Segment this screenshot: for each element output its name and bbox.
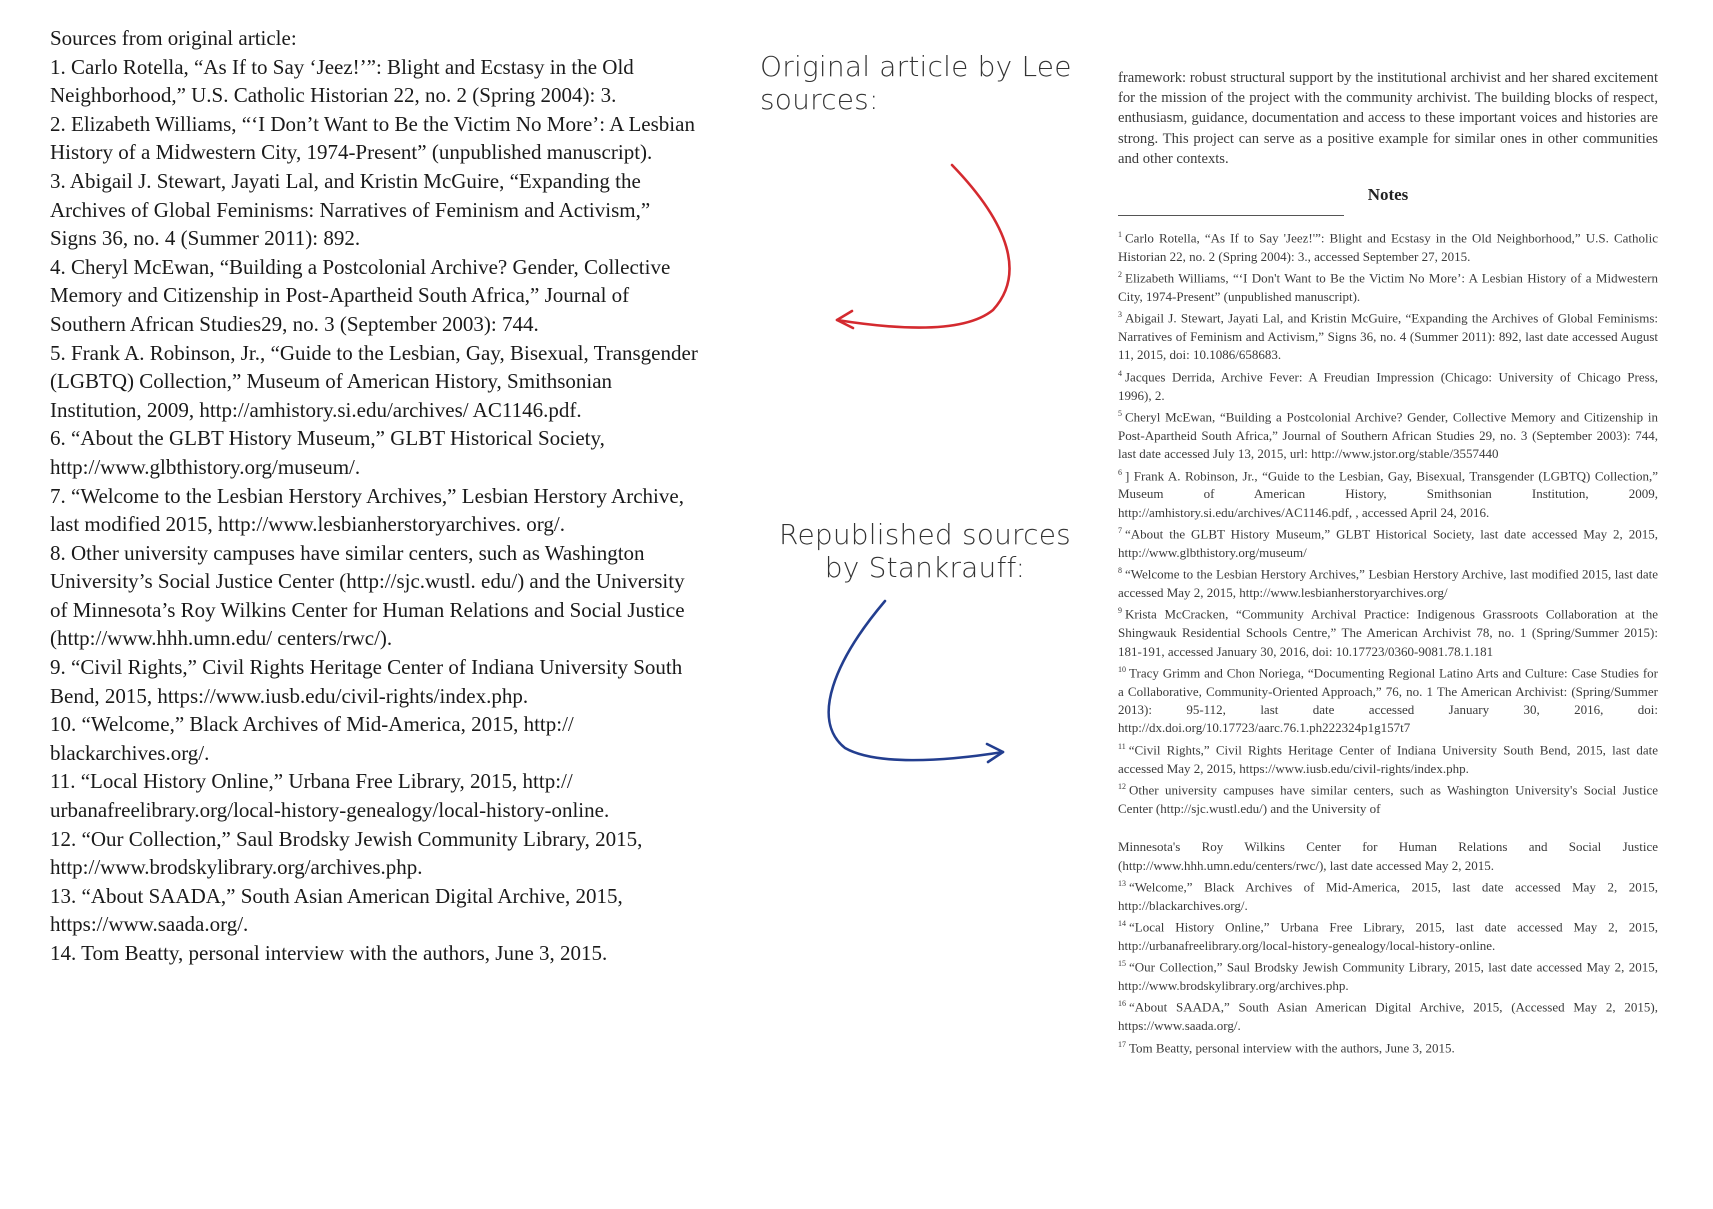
note-text: “Our Collection,” Saul Brodsky Jewish Community Library, 2015, last date accessed May 2, 2015, http://www.brodskylibrary.org/archives.php. xyxy=(1118,959,1658,993)
source-item: 13. “About SAADA,” South Asian American Digital Archive, 2015, https://www.saada.org/. xyxy=(50,883,623,937)
note-item xyxy=(1118,522,1658,562)
note-item xyxy=(1118,955,1658,995)
note-item xyxy=(1118,1036,1658,1058)
blue-arrow-icon xyxy=(829,601,1003,762)
note-number: 1 xyxy=(1118,230,1122,240)
red-arrow-icon xyxy=(837,165,1010,328)
original-sources-list xyxy=(50,24,702,968)
source-item: 8. Other university campuses have similar centers, such as Washington University’s Social Justice Center (http://sjc.wustl. edu/) and the University of Minnesota’s Roy Wilkins Center for Human Relations and Social Justice (http://www.hhh.umn.edu/ centers/rwc/). xyxy=(50,540,685,651)
note-number: 12 xyxy=(1118,782,1126,791)
note-number: 10 xyxy=(1118,664,1126,674)
note-text: “Welcome to the Lesbian Herstory Archives,” Lesbian Herstory Archive, last modified 2015, last date accessed May 2, 2015, http://www.lesbianherstoryarchives.org/ xyxy=(1118,566,1658,600)
note-text: “Welcome,” Black Archives of Mid-America, 2015, last date accessed May 2, 2015, http://blackarchives.org/. xyxy=(1118,879,1658,913)
source-item: 9. “Civil Rights,” Civil Rights Heritage Center of Indiana University South Bend, 2015, https://www.iusb.edu/civil-rights/index.php. xyxy=(50,655,683,708)
intro-paragraph: framework: robust structural support by the institutional archivist and her shared excitement for the mission of the project with the community archivist. The building blocks of respect, enthusiasm, guidance, documentation and access to these important voices and histories are strong. This project can serve as a positive example for similar ones in other communities and other contexts. xyxy=(1118,70,1658,167)
source-item: 2. Elizabeth Williams, “‘I Don’t Want to Be the Victim No More’: A Lesbian History of a Midwestern City, 1974-Present” (unpublished manuscript). xyxy=(50,111,695,165)
note-text: ] Frank A. Robinson, Jr., “Guide to the Lesbian, Gay, Bisexual, Transgender (LGBTQ) Collection,” Museum of American History, Smithsonian Institution, 2009, http://amhistory.si.edu/archives/AC1146.pdf, , accessed April 24, 2016. xyxy=(1118,467,1658,520)
notes-list-part-1 xyxy=(1118,226,1658,818)
note-text: Other university campuses have similar centers, such as Washington University's Social Justice Center (http://sjc.wustl.edu/) and the University of xyxy=(1118,782,1658,816)
note-item xyxy=(1118,661,1658,738)
note-text: Tracy Grimm and Chon Noriega, “Documenting Regional Latino Arts and Culture: Case Studies for a Collaborative, Community-Oriented Approach,” 76, no. 1 The American Archivist: (Spring/Summer 2013): 95-112, last date accessed January 30, 2016, doi: http://dx.doi.org/10.17723/aarc.76.1.ph222324p1g157t7 xyxy=(1118,665,1658,736)
note-item xyxy=(1118,405,1658,464)
note-text: Abigail J. Stewart, Jayati Lal, and Kristin McGuire, “Expanding the Archives of Global Feminisms: Narratives of Feminism and Activism,” Signs 36, no. 4 (Summer 2011): 892, last date accessed August 11, 2015, doi: 10.1086/658683. xyxy=(1118,310,1658,363)
note-number: 4 xyxy=(1118,368,1122,378)
source-item: 14. Tom Beatty, personal interview with the authors, June 3, 2015. xyxy=(50,941,608,965)
note-number: 3 xyxy=(1118,310,1122,320)
note-item xyxy=(1118,266,1658,306)
source-item: 11. “Local History Online,” Urbana Free Library, 2015, http:// urbanafreelibrary.org/local-history-genealogy/local-history-online. xyxy=(50,769,610,823)
note-text: Cheryl McEwan, “Building a Postcolonial Archive? Gender, Collective Memory and Citizenship in Post-Apartheid South Africa,” Journal of Southern African Studies 29, no. 3 (September 2003): 744, last date accessed July 13, 2015, url: http://www.jstor.org/stable/3557440 xyxy=(1118,409,1658,462)
note-text: “Civil Rights,” Civil Rights Heritage Center of Indiana University South Bend, 2015, last date accessed May 2, 2015, https://www.iusb.edu/civil-rights/index.php. xyxy=(1118,742,1658,776)
notes-list-part-2 xyxy=(1118,838,1658,1057)
note-number: 15 xyxy=(1118,959,1126,969)
note-number: 13 xyxy=(1118,878,1126,888)
note-number: 8 xyxy=(1118,566,1122,576)
note-number: 6 xyxy=(1118,467,1122,477)
source-item: 7. “Welcome to the Lesbian Herstory Archives,” Lesbian Herstory Archive, last modified 2015, http://www.lesbianherstoryarchives. org/. xyxy=(50,483,684,537)
source-item: 1. Carlo Rotella, “As If to Say ‘Jeez!’”: Blight and Ecstasy in the Old Neighborhood,” U.S. Catholic Historian 22, no. 2 (Spring 2004): 3. xyxy=(50,54,634,108)
note-item xyxy=(1118,226,1658,266)
note-text: Elizabeth Williams, “‘I Don't Want to Be the Victim No More’: A Lesbian History of a Midwestern City, 1974-Present” (unpublished manuscript). xyxy=(1118,270,1658,304)
notes-title: Notes xyxy=(1367,185,1409,205)
note-item xyxy=(1118,995,1658,1035)
republished-page xyxy=(1118,68,1658,1057)
note-item xyxy=(1118,306,1658,365)
note-text: “About SAADA,” South Asian American Digital Archive, 2015, (Accessed May 2, 2015), https://www.saada.org/. xyxy=(1118,999,1658,1034)
label-republished-sources: Republished sources by Stankrauff: xyxy=(779,518,1071,584)
note-number: 5 xyxy=(1118,408,1122,418)
source-item: 3. Abigail J. Stewart, Jayati Lal, and Kristin McGuire, “Expanding the Archives of Global Feminisms: Narratives of Feminism and Activism,” Signs 36, no. 4 (Summer 2011): 892. xyxy=(50,168,651,251)
sources-items xyxy=(50,53,702,968)
note-number: 9 xyxy=(1118,606,1122,616)
source-item: 5. Frank A. Robinson, Jr., “Guide to the Lesbian, Gay, Bisexual, Transgender (LGBTQ) Collection,” Museum of American History, Smithsonian Institution, 2009, http://amhistory.si.edu/archives/ AC1146.pdf. xyxy=(50,340,698,422)
note-text: Tom Beatty, personal interview with the authors, June 3, 2015. xyxy=(1129,1039,1455,1055)
note-item xyxy=(1118,602,1658,661)
note-number: 17 xyxy=(1118,1039,1126,1049)
notes-divider xyxy=(1118,215,1344,216)
note-item xyxy=(1118,875,1658,915)
note-number: 14 xyxy=(1118,919,1126,929)
note-number: 7 xyxy=(1118,526,1122,536)
label-original-article: Original article by Lee sources: xyxy=(760,50,1072,116)
source-item: 12. “Our Collection,” Saul Brodsky Jewish Community Library, 2015, http://www.brodskylibrary.org/archives.php. xyxy=(50,826,643,880)
note-item xyxy=(1118,562,1658,602)
note-text: Krista McCracken, “Community Archival Practice: Indigenous Grassroots Collaboration at the Shingwauk Residential Schools Centre,” The American Archivist 78, no. 1 (Spring/Summer 2015): 181-191, accessed January 30, 2016, doi: 10.17723/0360-9081.78.1.181 xyxy=(1118,606,1658,659)
note-item xyxy=(1118,365,1658,405)
note-number: 11 xyxy=(1118,741,1126,751)
note-item xyxy=(1118,778,1658,818)
note-item xyxy=(1118,838,1658,875)
source-item: 4. Cheryl McEwan, “Building a Postcolonial Archive? Gender, Collective Memory and Citizenship in Post-Apartheid South Africa,” Journal of Southern African Studies29, no. 3 (September 2003): 744. xyxy=(50,254,671,336)
note-item xyxy=(1118,464,1658,523)
source-item: 6. “About the GLBT History Museum,” GLBT Historical Society, http://www.glbthistory.org/museum/. xyxy=(50,426,605,479)
note-text: Minnesota's Roy Wilkins Center for Human Relations and Social Justice (http://www.hhh.umn.edu/centers/rwc/), last date accessed May 2, 2015. xyxy=(1118,839,1658,873)
note-number: 16 xyxy=(1118,999,1126,1009)
note-text: “Local History Online,” Urbana Free Library, 2015, last date accessed May 2, 2015, http://urbanafreelibrary.org/local-history-genealogy/local-history-online. xyxy=(1118,919,1658,953)
note-text: “About the GLBT History Museum,” GLBT Historical Society, last date accessed May 2, 2015, http://www.glbthistory.org/museum/ xyxy=(1118,526,1658,560)
note-item xyxy=(1118,738,1658,778)
note-text: Carlo Rotella, “As If to Say 'Jeez!'”: Blight and Ecstasy in the Old Neighborhood,” U.S. Catholic Historian 22, no. 2 (Spring 2004): 3., accessed September 27, 2015. xyxy=(1118,230,1658,264)
source-item: 10. “Welcome,” Black Archives of Mid-America, 2015, http:// blackarchives.org/. xyxy=(50,712,574,765)
note-item xyxy=(1118,915,1658,955)
note-text: Jacques Derrida, Archive Fever: A Freudian Impression (Chicago: University of Chicago Press, 1996), 2. xyxy=(1118,369,1658,403)
note-number: 2 xyxy=(1118,270,1122,280)
sources-heading: Sources from original article: xyxy=(50,26,297,50)
